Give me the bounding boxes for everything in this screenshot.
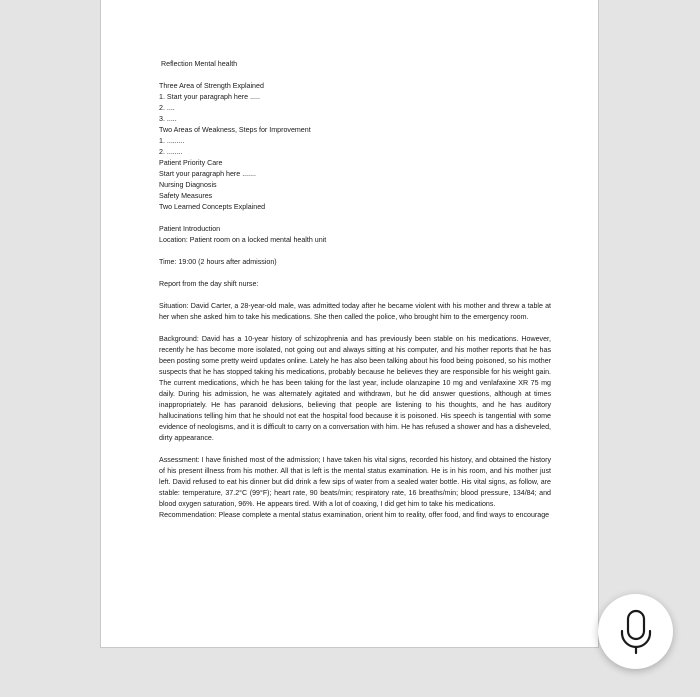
outline-line: Patient Priority Care (159, 159, 223, 167)
recommendation-paragraph: Recommendation: Please complete a mental status examination, orient him to reality, offer food, and find ways to encourage (159, 511, 550, 519)
outline-line: 1. Start your paragraph here ..... (159, 93, 260, 101)
outline-line: Safety Measures (159, 192, 213, 200)
outline-line: Nursing Diagnosis (159, 181, 217, 189)
outline-line: Start your paragraph here ....... (159, 170, 256, 178)
time-line: Time: 19:00 (2 hours after admission) (159, 258, 277, 266)
document-body (159, 59, 551, 521)
outline-line: Two Areas of Weakness, Steps for Improvement (159, 126, 311, 134)
patient-intro-heading: Patient Introduction (159, 225, 221, 233)
report-line: Report from the day shift nurse: (159, 280, 259, 288)
outline-line: Two Learned Concepts Explained (159, 203, 266, 211)
situation-paragraph: Situation: David Carter, a 28-year-old male, was admitted today after he became violent with his mother and threw a table at her when she asked him to take his medications. She then called the police, who brought him to the emergency room. (159, 302, 551, 321)
microphone-button[interactable] (598, 594, 673, 669)
outline-line: Three Area of Strength Explained (159, 82, 264, 90)
outline-line: 1. ......... (159, 137, 185, 145)
microphone-icon (619, 609, 653, 655)
outline-line: 3. ..... (159, 115, 177, 123)
document-page (100, 0, 599, 648)
outline-line: 2. .... (159, 104, 175, 112)
document-title: Reflection Mental health (161, 60, 238, 68)
outline-line: 2. ........ (159, 148, 183, 156)
assessment-paragraph: Assessment: I have finished most of the admission; I have taken his vital signs, recorded his history, and obtained the history of his present illness from his mother. All that is left is the mental status examination. He is in his room, and his mother just left. David refused to eat his dinner but did drink a few sips of water from a sealed water bottle. His vital signs, as follow, are stable: temperature, 37.2°C (99°F); heart rate, 90 beats/min; respiratory rate, 16 breaths/min; blood pressure, 134/84; and blood oxygen saturation, 96%. He appears tired. With a lot of coaxing, I did get him to take his medications. (159, 456, 551, 508)
background-paragraph: Background: David has a 10-year history of schizophrenia and has previously been stable on his medications. However, recently he has become more isolated, not going out and always sitting at his computer, and his mother reports that he has been posting some pretty weird updates online. Lately he has also been talking about his food being poisoned, so his mother suspects that he has stopped taking his medications, probably because he believes they are responsible for his weight gain. The current medications, which he has been taking for the last year, include olanzapine 10 mg and venlafaxine XR 75 mg daily. During his admission, he was alternately agitated and withdrawn, but he did answer questions, although at times inappropriately. He has paranoid delusions, believing that people are listening to his thoughts, and he has auditory hallucinations telling him that he should not eat the hospital food because it is poisoned. His speech is tangential with some evidence of neologisms, and it is difficult to carry on a conversation with him. He has refused a shower and has a disheveled, dirty appearance. (159, 335, 551, 442)
location-line: Location: Patient room on a locked mental health unit (159, 236, 327, 244)
